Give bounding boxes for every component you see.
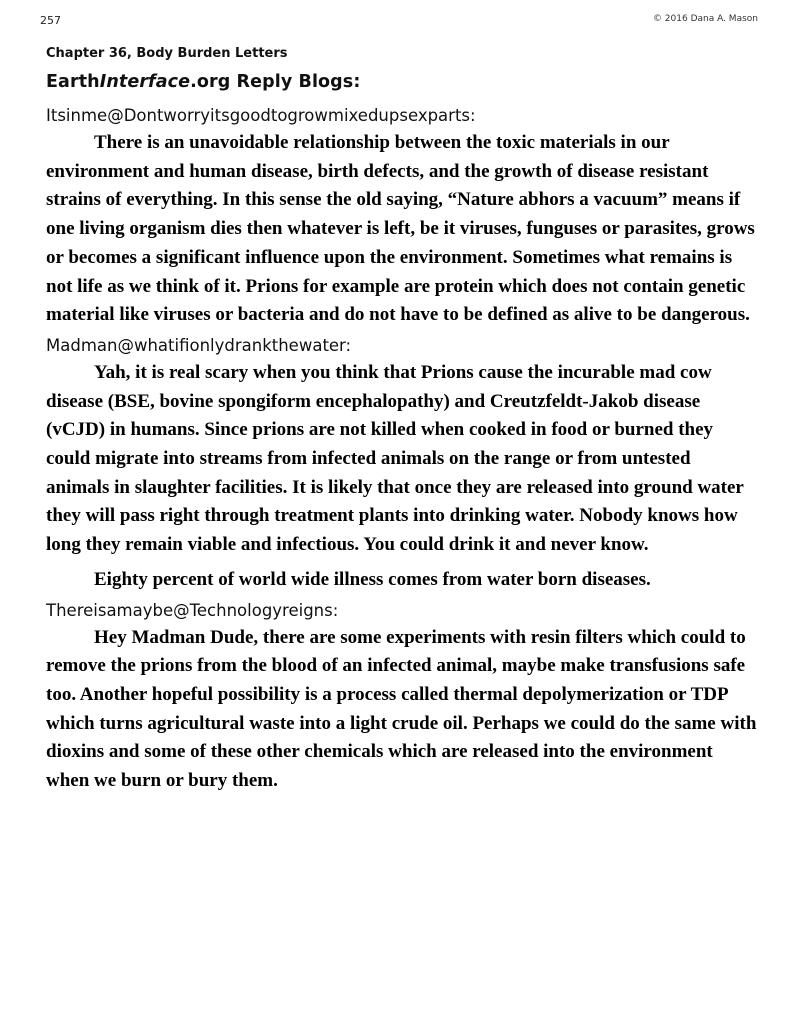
post-handle: Itsinme@Dontworryitsgoodtogrowmixedupsexparts: bbox=[46, 106, 476, 125]
post bbox=[46, 106, 758, 330]
post-paragraph: Hey Madman Dude, there are some experiments with resin filters which could to remove the prions from the blood of an infected animal, maybe make transfusions safe too. Another hopeful possibility is a process called thermal depolymerization or TDP which turns agricultural waste into a light crude oil. Perhaps we could do the same with dioxins and some of these other chemicals which are released into the environment when we burn or bury them. bbox=[46, 626, 757, 792]
post-handle: Madman@whatifionlydrankthewater: bbox=[46, 335, 352, 355]
blog-title bbox=[46, 72, 360, 92]
chapter-title: Chapter 36, Body Burden Letters bbox=[46, 46, 288, 61]
blog-title-part3: .org Reply Blogs: bbox=[190, 72, 361, 92]
post-handle: Thereisamaybe@Technologyreigns: bbox=[46, 600, 339, 620]
post bbox=[46, 336, 758, 595]
page-number: 257 bbox=[40, 14, 61, 27]
blog-content bbox=[46, 106, 758, 802]
post-paragraph: There is an unavoidable relationship between the toxic materials in our environment and human disease, birth defects, and the growth of disease resistant strains of everything. In this sense the old saying, “Nature abhors a vacuum” means if one living organism dies then whatever is left, be it viruses, funguses or parasites, grows or becomes a significant influence upon the environment. Sometimes what remains is not life as we think of it. Prions for example are protein which does not contain genetic material like viruses or bacteria and do not have to be defined as alive to be dangerous. bbox=[46, 132, 755, 326]
blog-title-part1: Earth bbox=[46, 72, 100, 92]
blog-title-part2: Interface bbox=[99, 72, 191, 92]
post bbox=[46, 601, 758, 796]
post-paragraph: Eighty percent of world wide illness comes from water born diseases. bbox=[94, 568, 651, 590]
copyright-notice: © 2016 Dana A. Mason bbox=[652, 14, 758, 24]
post-paragraph: Yah, it is real scary when you think that Prions cause the incurable mad cow disease (BSE, bovine spongiform encephalopathy) and Creutzfeldt-Jakob disease (vCJD) in humans. Since prions are not killed when cooked in food or burned they could migrate into streams from infected animals on the range or from untested animals in slaughter facilities. It is likely that once they are released into ground water they will pass right through treatment plants into drinking water. Nobody knows how long they remain viable and infectious. You could drink it and never know. bbox=[46, 361, 744, 556]
